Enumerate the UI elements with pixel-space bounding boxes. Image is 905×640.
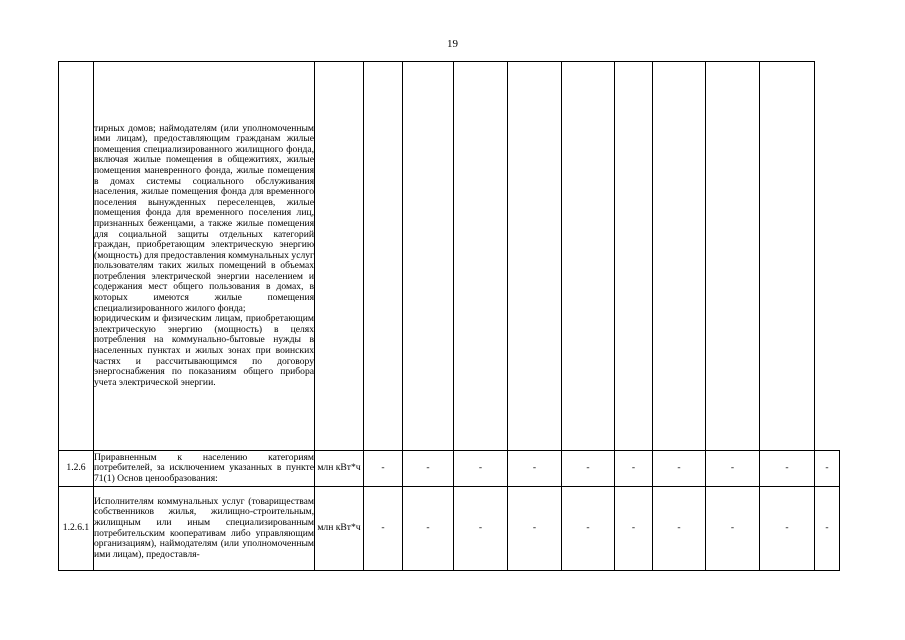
value-cell — [454, 62, 508, 451]
row-code: 1.2.6.1 — [59, 487, 94, 571]
value-cell: - — [615, 487, 653, 571]
value-cell: - — [454, 487, 508, 571]
value-cell: - — [403, 487, 454, 571]
value-cell: - — [562, 451, 615, 487]
value-cell: - — [454, 451, 508, 487]
value-cell: - — [706, 487, 760, 571]
value-cell: - — [508, 451, 562, 487]
value-cell — [364, 62, 403, 451]
description-paragraph: тирных домов; наймодателям (или уполномоченным ими лицам), предоставляющим гражданам жилые помещения специализированного жилищного фонда, включая жилые помещения в общежитиях, жилые помещения маневренного фонда, жилые помещения в домах системы социального обслуживания населения, жилые помещения фонда для временного поселения вынужденных переселенцев, жилые помещения фонда для временного поселения лиц, признанных беженцами, а также жилые помещения для социальной защиты отдельных категорий граждан, приобретающим электрическую энергию (мощность) для предоставления коммунальных услуг пользователям таких жилых помещений в объемах потребления электрической энергии населением и содержания мест общего пользования в домах, в которых имеются жилые помещения специализированного жилого фонда; — [94, 122, 314, 314]
value-cell — [706, 62, 760, 451]
value-cell: - — [815, 451, 840, 487]
row-unit: млн кВт*ч — [315, 451, 364, 487]
page-number: 19 — [447, 38, 458, 50]
row-code — [59, 62, 94, 451]
value-cell: - — [615, 451, 653, 487]
value-cell: - — [706, 451, 760, 487]
table-row — [59, 487, 840, 571]
row-description — [94, 487, 315, 571]
value-cell: - — [653, 451, 706, 487]
description-paragraph: Приравненным к населению категориям потребителей, за исключением указанных в пункте 71(1) Основ ценообразования: — [94, 451, 314, 484]
value-cell: - — [760, 487, 815, 571]
value-cell: - — [508, 487, 562, 571]
value-cell: - — [815, 487, 840, 571]
value-cell — [562, 62, 615, 451]
value-cell — [508, 62, 562, 451]
row-unit: млн кВт*ч — [315, 487, 364, 571]
table-row — [59, 451, 840, 487]
row-unit — [315, 62, 364, 451]
row-code: 1.2.6 — [59, 451, 94, 487]
value-cell — [760, 62, 815, 451]
value-cell: - — [562, 487, 615, 571]
value-cell — [653, 62, 706, 451]
value-cell: - — [364, 487, 403, 571]
row-description — [94, 451, 315, 487]
description-paragraph: юридическим и физическим лицам, приобретающим электрическую энергию (мощность) в целях потребления на коммунально-бытовые нужды в населенных пунктах и жилых зонах при воинских частях и рассчитывающимся по договору энергоснабжения по показаниям общего прибора учета электрической энергии. — [94, 313, 314, 388]
value-cell — [403, 62, 454, 451]
description-paragraph: Исполнителям коммунальных услуг (товариществам собственников жилья, жилищно-строительным, жилищным или иным специализированным потребительским кооперативам либо управляющим организациям), наймодателям (или уполномоченным ими лицам), предоставля- — [94, 495, 314, 560]
value-cell: - — [403, 451, 454, 487]
data-table — [58, 61, 840, 571]
value-cell: - — [653, 487, 706, 571]
value-cell: - — [364, 451, 403, 487]
row-description — [94, 62, 315, 451]
table-row — [59, 62, 840, 451]
value-cell — [615, 62, 653, 451]
value-cell: - — [760, 451, 815, 487]
